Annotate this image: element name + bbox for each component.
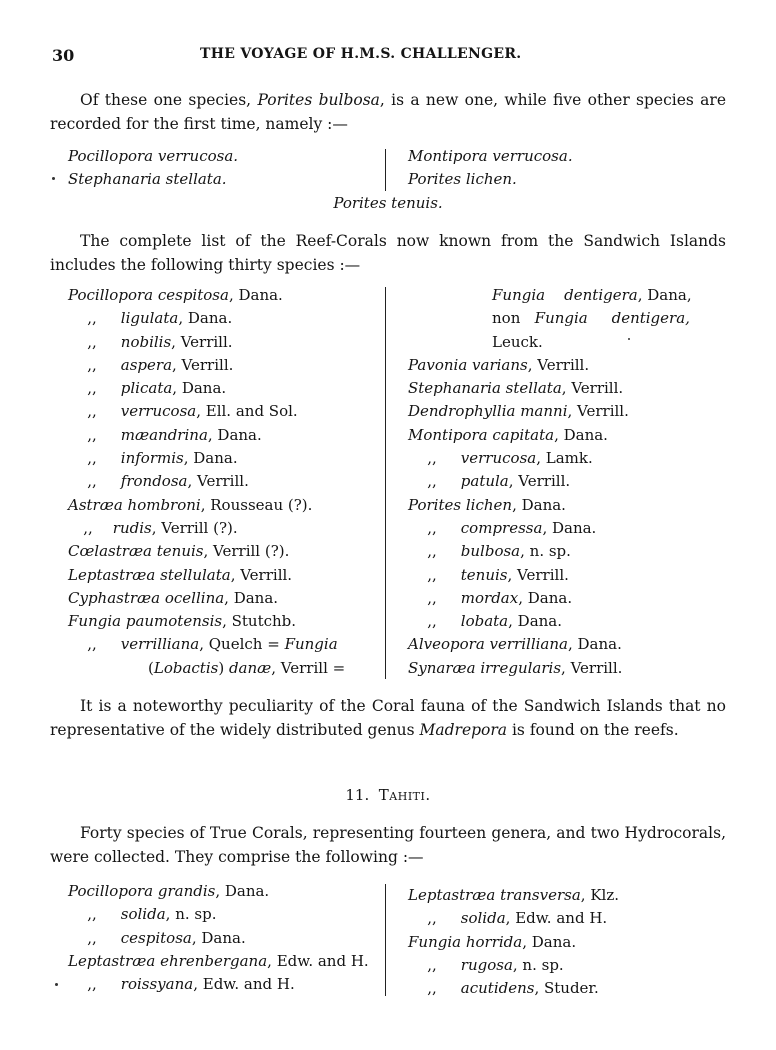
list-item: ,, compressa, Dana. bbox=[427, 518, 597, 537]
list-item: non Fungia dentigera, bbox=[492, 309, 690, 328]
list-item: Fungia dentigera, Dana, bbox=[492, 286, 692, 304]
page-number: 30 bbox=[52, 46, 75, 65]
list-item: ,, cespitosa, Dana. bbox=[87, 928, 246, 947]
list-item: ,, verrucosa, Lamk. bbox=[427, 449, 593, 468]
column-divider bbox=[385, 884, 386, 996]
list-item: Dendrophyllia manni, Verrill. bbox=[408, 402, 629, 421]
list-item: ,, verrilliana, Quelch = Fungia bbox=[87, 635, 338, 654]
list-item: ,, frondosa, Verrill. bbox=[87, 472, 249, 491]
list-item: ,, plicata, Dana. bbox=[87, 379, 227, 398]
list-item: Pocillopora grandis, Dana. bbox=[68, 882, 270, 900]
print-speck bbox=[52, 177, 55, 180]
list-item: Montipora verrucosa. bbox=[408, 147, 573, 165]
paragraph-tahiti: Forty species of True Corals, representing fourteen genera, and two Hydrocorals, were collected. They comprise the following :— bbox=[50, 824, 726, 866]
list-item: Pocillopora cespitosa, Dana. bbox=[68, 286, 283, 304]
list-item: Astræa hombroni, Rousseau (?). bbox=[68, 495, 313, 514]
list-item: ,, solida, Edw. and H. bbox=[427, 909, 608, 928]
list-item: ,, rugosa, n. sp. bbox=[427, 955, 564, 974]
list-item: ,, solida, n. sp. bbox=[87, 905, 217, 924]
tahiti-list-right bbox=[408, 884, 619, 1000]
list-item: (Lobactis) danæ, Verrill = bbox=[148, 658, 346, 677]
list-item: ,, patula, Verrill. bbox=[427, 472, 571, 491]
list-item: ,, rudis, Verrill (?). bbox=[83, 518, 238, 537]
list-item: Fungia horrida, Dana. bbox=[408, 932, 577, 951]
tahiti-list-left bbox=[68, 880, 369, 996]
list-item: ,, lobata, Dana. bbox=[427, 612, 563, 631]
list-item: Fungia paumotensis, Stutchb. bbox=[68, 612, 297, 631]
print-speck bbox=[628, 338, 630, 340]
list-item: ,, informis, Dana. bbox=[87, 449, 238, 468]
list-item: Montipora capitata, Dana. bbox=[408, 425, 608, 444]
list-item: ,, aspera, Verrill. bbox=[87, 355, 234, 374]
list-item: ,, mordax, Dana. bbox=[427, 588, 573, 607]
list-item: Cyphastræa ocellina, Dana. bbox=[68, 588, 279, 607]
list-item: Leptastræa ehrenbergana, Edw. and H. bbox=[68, 951, 369, 970]
paragraph-new-species: Of these one species, Porites bulbosa, is a new one, while five other species are recorded for the first time, namely :— bbox=[50, 91, 726, 133]
list-item: Synaræa irregularis, Verrill. bbox=[408, 658, 623, 677]
sandwich-list-right bbox=[408, 284, 708, 680]
list-item: Leuck. bbox=[492, 332, 543, 351]
list-item: Alveopora verrilliana, Dana. bbox=[408, 635, 622, 654]
paragraph-madrepora: It is a noteworthy peculiarity of the Coral fauna of the Sandwich Islands that no representative of the widely distributed genus Madrepora is found on the reefs. bbox=[50, 697, 726, 739]
list-item: ,, tenuis, Verrill. bbox=[427, 565, 569, 584]
list-item: Stephanaria stellata. bbox=[68, 170, 227, 189]
list-item: ,, verrucosa, Ell. and Sol. bbox=[87, 402, 298, 421]
list-item: Pocillopora verrucosa. bbox=[68, 147, 239, 165]
section-heading: 11. Tahiti. bbox=[345, 786, 431, 804]
centered-species: Porites tenuis. bbox=[333, 194, 443, 212]
sandwich-list-left bbox=[68, 284, 345, 680]
running-head: THE VOYAGE OF H.M.S. CHALLENGER. bbox=[200, 46, 522, 62]
paragraph-complete-list: The complete list of the Reef-Corals now known from the Sandwich Islands includes the following thirty species :— bbox=[50, 232, 726, 274]
list-item: Porites lichen, Dana. bbox=[408, 495, 566, 514]
print-speck bbox=[55, 983, 58, 986]
list-item: Pavonia varians, Verrill. bbox=[408, 355, 590, 374]
genus-name: Madrepora bbox=[419, 721, 508, 739]
column-divider bbox=[385, 149, 386, 191]
list-item: Leptastræa transversa, Klz. bbox=[408, 886, 619, 904]
list-item: ,, nobilis, Verrill. bbox=[87, 332, 233, 351]
list-item: ,, acutidens, Studer. bbox=[427, 979, 599, 998]
list-item: Porites lichen. bbox=[408, 170, 517, 189]
list-item: ,, roissyana, Edw. and H. bbox=[87, 975, 295, 994]
species-name: Porites bulbosa bbox=[257, 91, 380, 109]
new-records-right bbox=[408, 145, 573, 192]
list-item: Cœlastræa tenuis, Verrill (?). bbox=[68, 542, 290, 561]
new-records-left bbox=[68, 145, 238, 192]
list-item: Leptastræa stellulata, Verrill. bbox=[68, 565, 293, 584]
column-divider bbox=[385, 287, 386, 679]
list-item: ,, bulbosa, n. sp. bbox=[427, 542, 571, 561]
list-item: ,, ligulata, Dana. bbox=[87, 309, 233, 328]
list-item: Stephanaria stellata, Verrill. bbox=[408, 379, 624, 398]
list-item: ,, mæandrina, Dana. bbox=[87, 425, 262, 444]
